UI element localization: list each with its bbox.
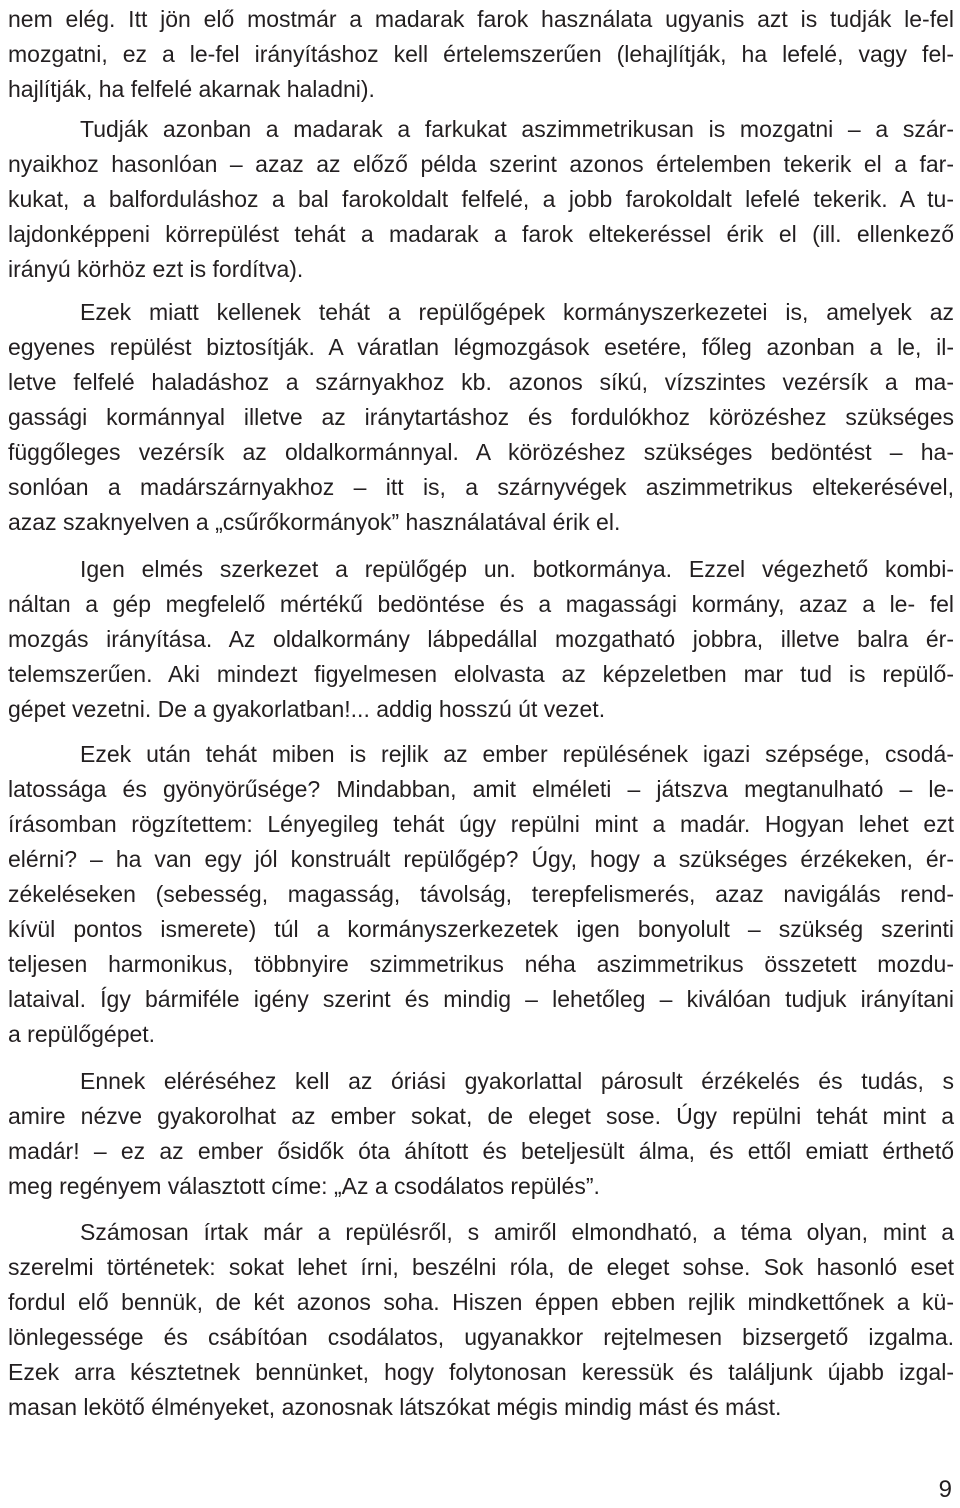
paragraph-line: meg regényem választott címe: „Az a csodálatos repülés”. — [8, 1173, 600, 1199]
page-number: 9 — [938, 1476, 952, 1503]
paragraph-line: Ezek miatt kellenek tehát a repülőgépek kormányszerkezetei is, amelyek az — [80, 299, 954, 325]
paragraph-line: Tudják azonban a madarak a farkukat aszimmetrikusan is mozgatni – a szár- — [80, 116, 954, 142]
paragraph-line: elérni? – ha van egy jól konstruált repülőgép? Úgy, hogy a szükséges érzékeken, ér- — [8, 846, 954, 872]
paragraph-line: kívül pontos ismerete) túl a kormányszerkezetek igen bonyolult – szükség szerinti — [8, 916, 954, 942]
paragraph-line: teljesen harmonikus, többnyire szimmetrikus néha aszimmetrikus összetett mozdu- — [8, 951, 954, 977]
paragraph-line: latossága és gyönyörűsége? Mindabban, amit elméleti – játszva megtanulható – le- — [8, 776, 954, 802]
paragraph-line: Igen elmés szerkezet a repülőgép un. botkormánya. Ezzel végezhető kombi- — [80, 556, 954, 582]
paragraph-line: egyenes repülést biztosítják. A váratlan légmozgások esetére, főleg azonban a le, il- — [8, 334, 954, 360]
paragraph-line: függőleges vezérsík az oldalkormánnyal. A körözéshez szükséges bedöntést – ha- — [8, 439, 954, 465]
paragraph-line: gépet vezetni. De a gyakorlatban!... addig hosszú út vezet. — [8, 696, 606, 722]
paragraph-line: mozgás irányítása. Az oldalkormány lábpedállal mozgatható jobbra, illetve balra ér- — [8, 626, 954, 652]
paragraph-line: fordul elő bennük, de két azonos soha. Hiszen éppen ebben rejlik mindkettőnek a kü- — [8, 1289, 954, 1315]
paragraph-line: Ezek arra késztetnek bennünket, hogy folytonosan keressük és találjunk újabb izgal- — [8, 1359, 954, 1385]
paragraph-line: hajlítják, ha felfelé akarnak haladni). — [8, 76, 375, 102]
paragraph-line: gassági kormánnyal illetve az iránytartáshoz és fordulókhoz körözéshez szükséges — [8, 404, 954, 430]
paragraph-line: telemszerűen. Aki mindezt figyelmesen elolvasta az képzeletben mar tud is repülő- — [8, 661, 954, 687]
paragraph-line: Ezek után tehát miben is rejlik az ember repülésének igazi szépsége, csodá- — [80, 741, 954, 767]
paragraph-line: mozgatni, ez a le-fel irányításhoz kell értelemszerűen (lehajlítják, ha lefelé, vagy fel- — [8, 41, 954, 67]
paragraph-line: szerelmi történetek: sokat lehet írni, beszélni róla, de eleget sohse. Sok hasonló eset — [8, 1254, 954, 1280]
paragraph-line: lajdonképpeni körrepülést tehát a madarak a farok eltekeréssel érik el (ill. ellenkező — [8, 221, 954, 247]
paragraph-line: Számosan írtak már a repülésről, s amiről elmondható, a téma olyan, mint a — [80, 1219, 954, 1245]
paragraph-line: irányú körhöz ezt is fordítva). — [8, 256, 304, 282]
paragraph-line: letve felfelé haladáshoz a szárnyakhoz kb. azonos síkú, vízszintes vezérsík a ma- — [8, 369, 954, 395]
paragraph-line: zékeléseken (sebesség, magasság, távolság, terepfelismerés, azaz navigálás rend- — [8, 881, 954, 907]
paragraph-line: Ennek eléréséhez kell az óriási gyakorlattal párosult érzékelés és tudás, s — [80, 1068, 954, 1094]
paragraph-line: a repülőgépet. — [8, 1021, 156, 1047]
paragraph-line: azaz szaknyelven a „csűrőkormányok” használatával érik el. — [8, 509, 621, 535]
paragraph-line: lönlegessége és csábítóan csodálatos, ugyanakkor rejtelmesen bizsergető izgalma. — [8, 1324, 954, 1350]
paragraph-line: nem elég. Itt jön elő mostmár a madarak farok használata ugyanis azt is tudják le-fel — [8, 6, 954, 32]
paragraph-line: amire nézve gyakorolhat az ember sokat, de eleget sose. Úgy repülni tehát mint a — [8, 1103, 954, 1129]
paragraph-line: kukat, a balforduláshoz a bal farokoldalt felfelé, a jobb farokoldalt lefelé tekerik. A tu- — [8, 186, 954, 212]
paragraph-line: nyaikhoz hasonlóan – azaz az előző példa szerint azonos értelemben tekerik el a far- — [8, 151, 954, 177]
paragraph-line: lataival. Így bármiféle igény szerint és mindig – lehetőleg – kiválóan tudjuk irányítani — [8, 986, 954, 1012]
paragraph-line: madár! – ez az ember ősidők óta áhított és beteljesült álma, és ettől emiatt érthető — [8, 1138, 954, 1164]
paragraph-line: írásomban rögzítettem: Lényegileg tehát úgy repülni mint a madár. Hogyan lehet ezt — [8, 811, 954, 837]
paragraph-line: masan lekötő élményeket, azonosnak látszókat mégis mindig mást és mást. — [8, 1394, 782, 1420]
paragraph-line: náltan a gép megfelelő mértékű bedöntése és a magassági kormány, azaz a le- fel — [8, 591, 954, 617]
paragraph-line: sonlóan a madárszárnyakhoz – itt is, a szárnyvégek aszimmetrikus eltekerésével, — [8, 474, 954, 500]
